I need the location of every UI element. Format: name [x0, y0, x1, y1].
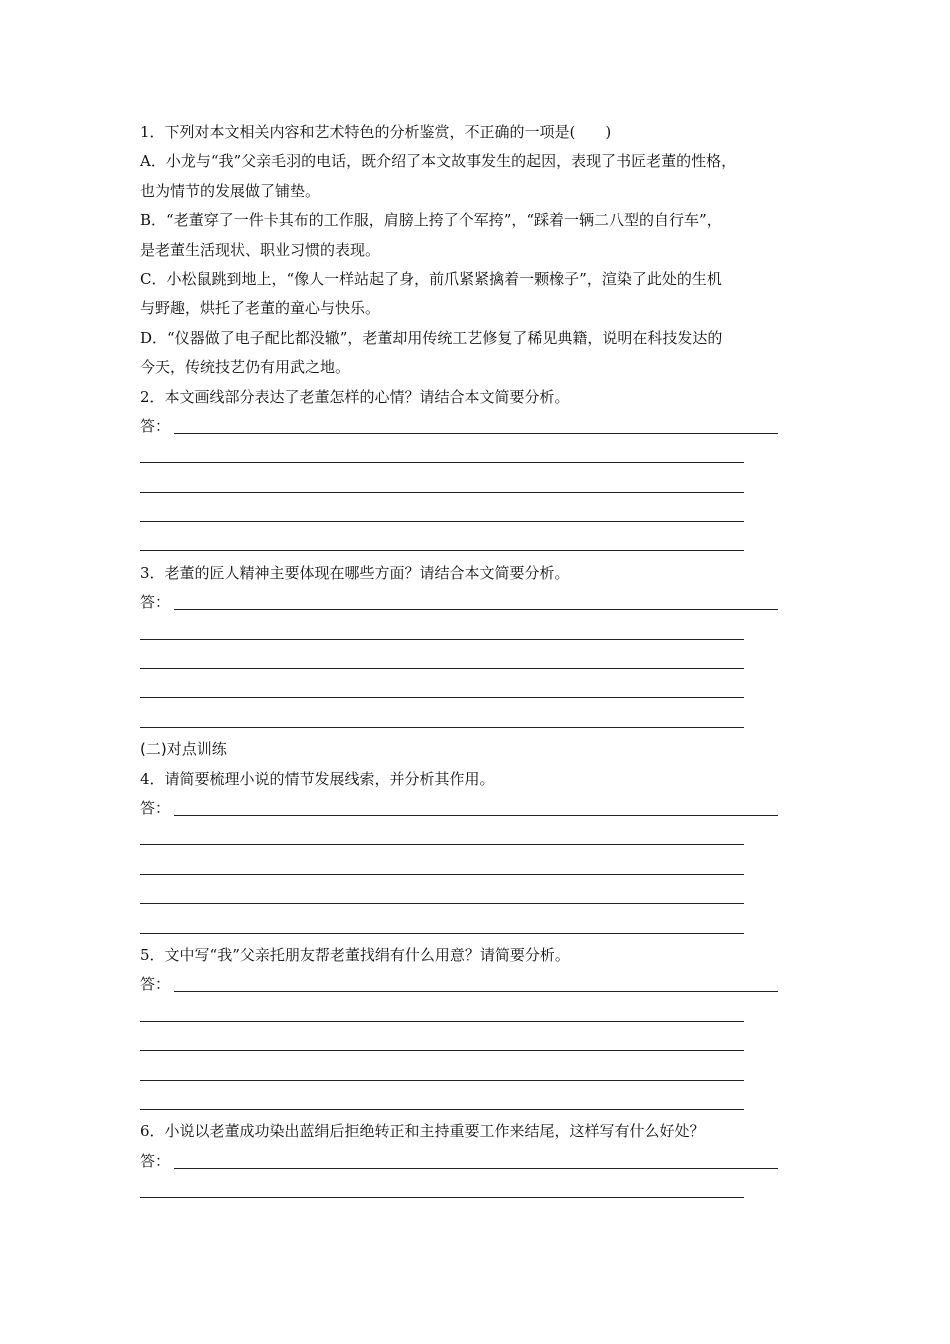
- answer-rule: [140, 844, 744, 845]
- option-b-line-1: B．“老董穿了一件卡其布的工作服，肩膀上挎了个军挎”，“踩着一辆二八型的自行车”，: [140, 211, 722, 230]
- option-c-line-2: 与野趣，烘托了老董的童心与快乐。: [140, 299, 381, 318]
- answer-field-q3[interactable]: [140, 588, 830, 617]
- option-c-line-1: C．小松鼠跳到地上，“像人一样站起了身，前爪紧紧擒着一颗橡子”，渲染了此处的生机: [140, 269, 722, 288]
- answer-line-q4[interactable]: [140, 823, 830, 852]
- answer-rule: [140, 933, 744, 934]
- question-2-title: 2．本文画线部分表达了老董怎样的心情？请结合本文简要分析。: [140, 387, 570, 406]
- answer-line-q5[interactable]: [140, 1029, 830, 1058]
- question-3-title: 3．老董的匠人精神主要体现在哪些方面？请结合本文简要分析。: [140, 563, 570, 582]
- question-1-title: 1．下列对本文相关内容和艺术特色的分析鉴赏，不正确的一项是( ): [140, 123, 612, 141]
- answer-rule: [140, 1109, 744, 1110]
- answer-field-q2[interactable]: [140, 412, 830, 441]
- option-a-line-2: 也为情节的发展做了铺垫。: [140, 181, 321, 200]
- answer-rule: [174, 991, 778, 992]
- answer-label: 答：: [140, 416, 171, 435]
- answer-field-q4[interactable]: [140, 794, 830, 823]
- answer-line-q2[interactable]: [140, 441, 830, 470]
- answer-line-q4[interactable]: [140, 853, 830, 882]
- page-content: [140, 118, 830, 1205]
- answer-rule: [140, 903, 744, 904]
- option-a-line-1: A．小龙与“我”父亲毛羽的电话，既介绍了本文故事发生的起因，表现了书匠老董的性格，: [140, 152, 737, 171]
- answer-label: 答：: [140, 798, 171, 817]
- answer-line-q4[interactable]: [140, 882, 830, 911]
- answer-rule: [140, 639, 744, 640]
- answer-line-q3[interactable]: [140, 676, 830, 705]
- question-4-title: 4．请简要梳理小说的情节发展线索，并分析其作用。: [140, 769, 495, 788]
- answer-line-q3[interactable]: [140, 647, 830, 676]
- option-d-line-2: 今天，传统技艺仍有用武之地。: [140, 358, 351, 377]
- section-title: (二)对点训练: [140, 740, 227, 759]
- answer-rule: [140, 727, 744, 728]
- answer-rule: [140, 521, 744, 522]
- answer-rule: [140, 1080, 744, 1081]
- answer-rule: [174, 815, 778, 816]
- question-6-title: 6．小说以老董成功染出蓝绢后拒绝转正和主持重要工作来结尾，这样写有什么好处？: [140, 1122, 705, 1141]
- answer-rule: [140, 492, 744, 493]
- answer-label: 答：: [140, 593, 171, 612]
- answer-rule: [174, 609, 778, 610]
- answer-line-q2[interactable]: [140, 471, 830, 500]
- answer-field-q6[interactable]: [140, 1147, 830, 1176]
- question-5-title: 5．文中写“我”父亲托朋友帮老董找绢有什么用意？请简要分析。: [140, 945, 570, 964]
- answer-label: 答：: [140, 1151, 171, 1170]
- option-b-line-2: 是老董生活现状、职业习惯的表现。: [140, 240, 381, 259]
- answer-line-q5[interactable]: [140, 1088, 830, 1117]
- answer-line-q4[interactable]: [140, 912, 830, 941]
- answer-rule: [140, 668, 744, 669]
- answer-rule: [140, 462, 744, 463]
- answer-rule: [140, 1021, 744, 1022]
- answer-rule: [140, 874, 744, 875]
- answer-line-q6[interactable]: [140, 1176, 830, 1205]
- option-d-line-1: D．“仪器做了电子配比都没辙”，老董却用传统工艺修复了稀见典籍，说明在科技发达的: [140, 328, 723, 347]
- answer-rule: [174, 433, 778, 434]
- answer-rule: [140, 697, 744, 698]
- answer-rule: [140, 1197, 744, 1198]
- answer-line-q3[interactable]: [140, 706, 830, 735]
- answer-rule: [174, 1168, 778, 1169]
- answer-label: 答：: [140, 975, 171, 994]
- answer-line-q5[interactable]: [140, 1059, 830, 1088]
- answer-line-q2[interactable]: [140, 500, 830, 529]
- answer-field-q5[interactable]: [140, 970, 830, 999]
- answer-line-q3[interactable]: [140, 618, 830, 647]
- answer-rule: [140, 1050, 744, 1051]
- answer-rule: [140, 550, 744, 551]
- answer-line-q5[interactable]: [140, 1000, 830, 1029]
- answer-line-q2[interactable]: [140, 529, 830, 558]
